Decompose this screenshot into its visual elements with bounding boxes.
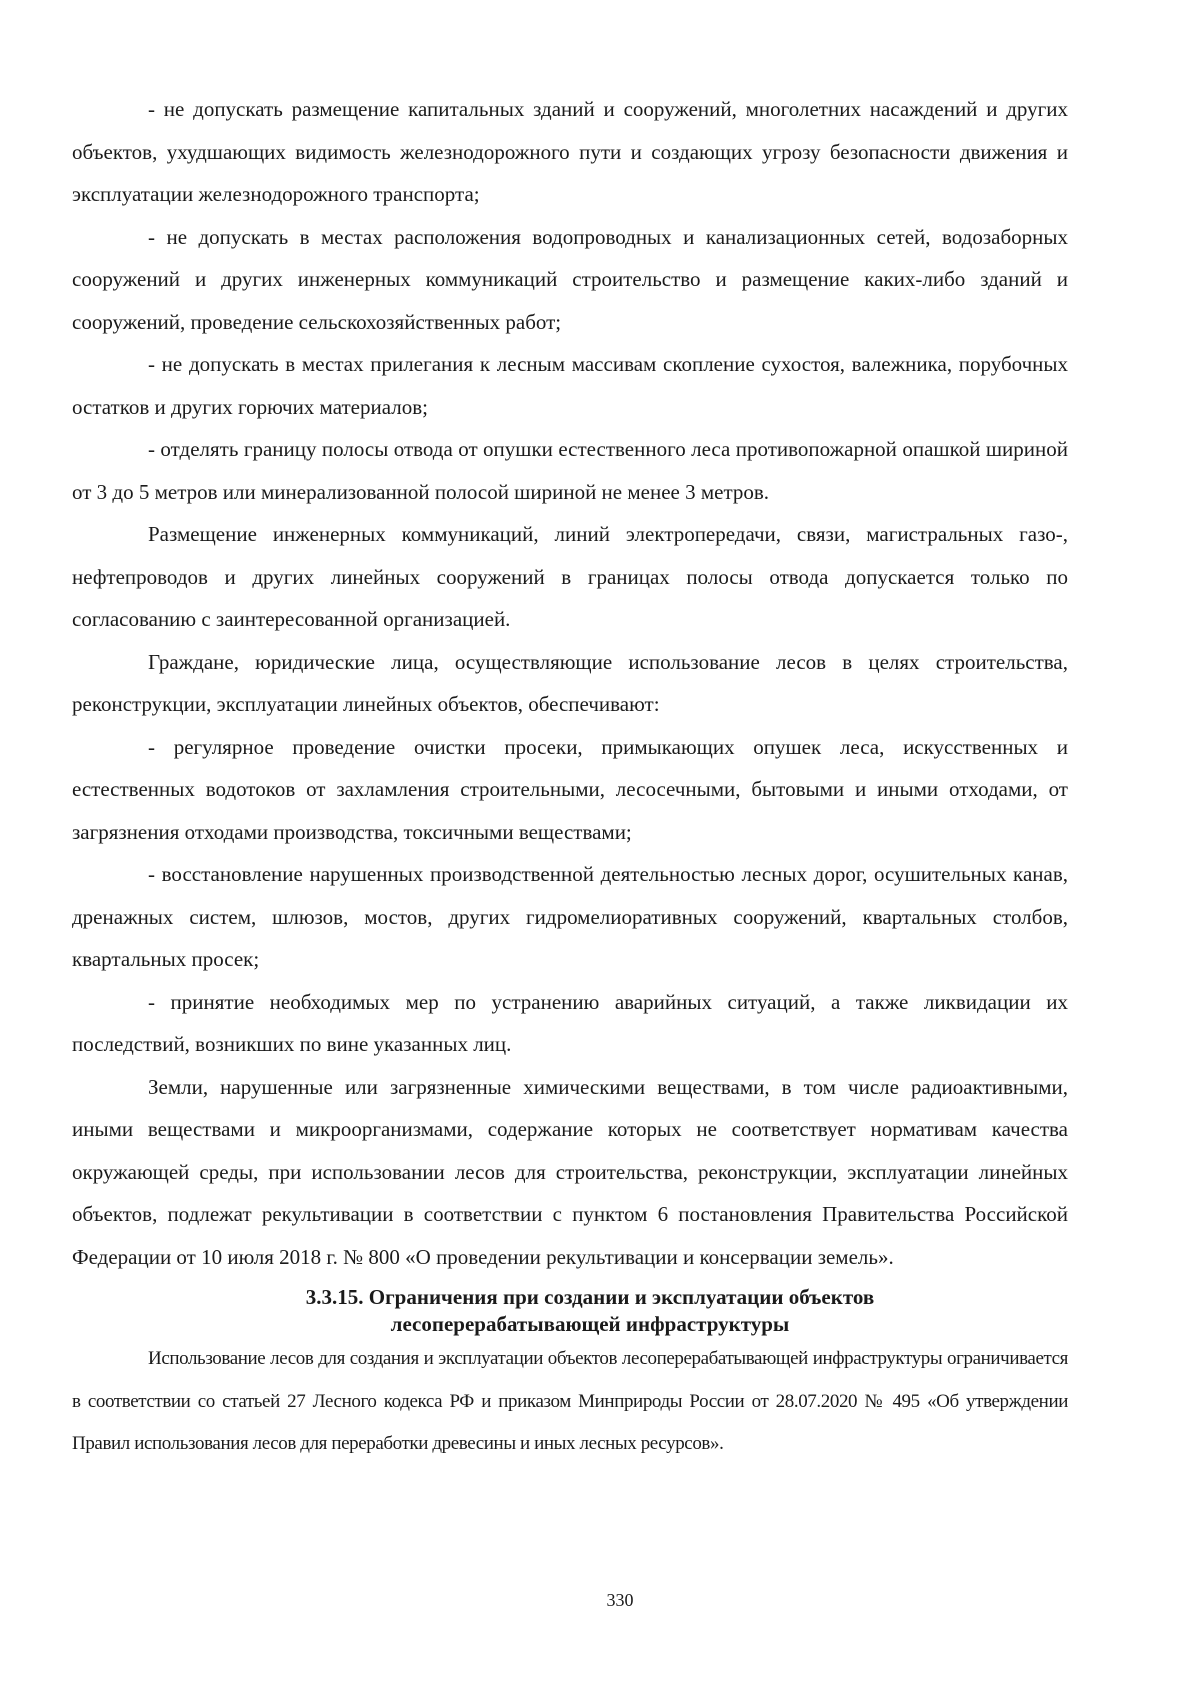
section-heading-line-1: 3.3.15. Ограничения при создании и эксплуатации объектов [305,1285,875,1309]
section-body: Использование лесов для создания и эксплуатации объектов лесоперерабатывающей инфраструктуры ограничивается в соответствии со статьей 27 Лесного кодекса РФ и приказом Минприроды России от 28.07.2020 № 495 «Об утверждении Правил использования лесов для переработки древесины и иных лесных ресурсов». [72,1348,1068,1454]
paragraph-land-recultivation: Земли, нарушенные или загрязненные химическими веществами, в том числе радиоактивными, иными веществами и микроорганизмами, содержание которых не соответствует нормативам качества окружающей среды, при использовании лесов для строительства, реконструкции, эксплуатации линейных объектов, подлежат рекультивации в соответствии с пунктом 6 постановления Правительства Российской Федерации от 10 июля 2018 г. № 800 «О проведении рекультивации и консервации земель». [72,1074,1068,1269]
paragraph-water-networks: - не допускать в местах расположения водопроводных и канализационных сетей, водозаборных сооружений и других инженерных коммуникаций строительство и размещение каких-либо зданий и сооружений, проведение сельскохозяйственных работ; [72,224,1068,334]
paragraph-clearing: - регулярное проведение очистки просеки, примыкающих опушек леса, искусственных и естественных водотоков от захламления строительными, лесосечными, бытовыми и иными отходами, от загрязнения отходами производства, токсичными веществами; [72,734,1068,844]
paragraph-emergencies: - принятие необходимых мер по устранению аварийных ситуаций, а также ликвидации их последствий, возникших по вине указанных лиц. [72,989,1068,1056]
section-heading [72,1284,1068,1338]
paragraph-utilities-placement: Размещение инженерных коммуникаций, линий электропередачи, связи, магистральных газо-, нефтепроводов и других линейных сооружений в границах полосы отвода допускается только по согласованию с заинтересованной организацией. [72,522,1068,631]
section-heading-line-2: лесоперерабатывающей инфраструктуры [390,1312,790,1336]
paragraph-restoration: - восстановление нарушенных производственной деятельностью лесных дорог, осушительных канав, дренажных систем, шлюзов, мостов, других гидромелиоративных сооружений, квартальных столбов, квартальных просек; [72,862,1068,971]
paragraph-obligations-intro: Граждане, юридические лица, осуществляющие использование лесов в целях строительства, реконструкции, эксплуатации линейных объектов, обеспечивают: [72,649,1068,716]
document-page [72,88,1068,1466]
page-number: 330 [606,1590,634,1610]
paragraph-deadwood: - не допускать в местах прилегания к лесным массивам скопление сухостоя, валежника, порубочных остатков и других горючих материалов; [72,352,1068,419]
paragraph-firebreak: - отделять границу полосы отвода от опушки естественного леса противопожарной опашкой шириной от 3 до 5 метров или минерализованной полосой шириной не менее 3 метров. [72,437,1068,504]
paragraph-railway-restrictions: - не допускать размещение капитальных зданий и сооружений, многолетних насаждений и других объектов, ухудшающих видимость железнодорожного пути и создающих угрозу безопасности движения и эксплуатации железнодорожного транспорта; [72,97,1068,206]
